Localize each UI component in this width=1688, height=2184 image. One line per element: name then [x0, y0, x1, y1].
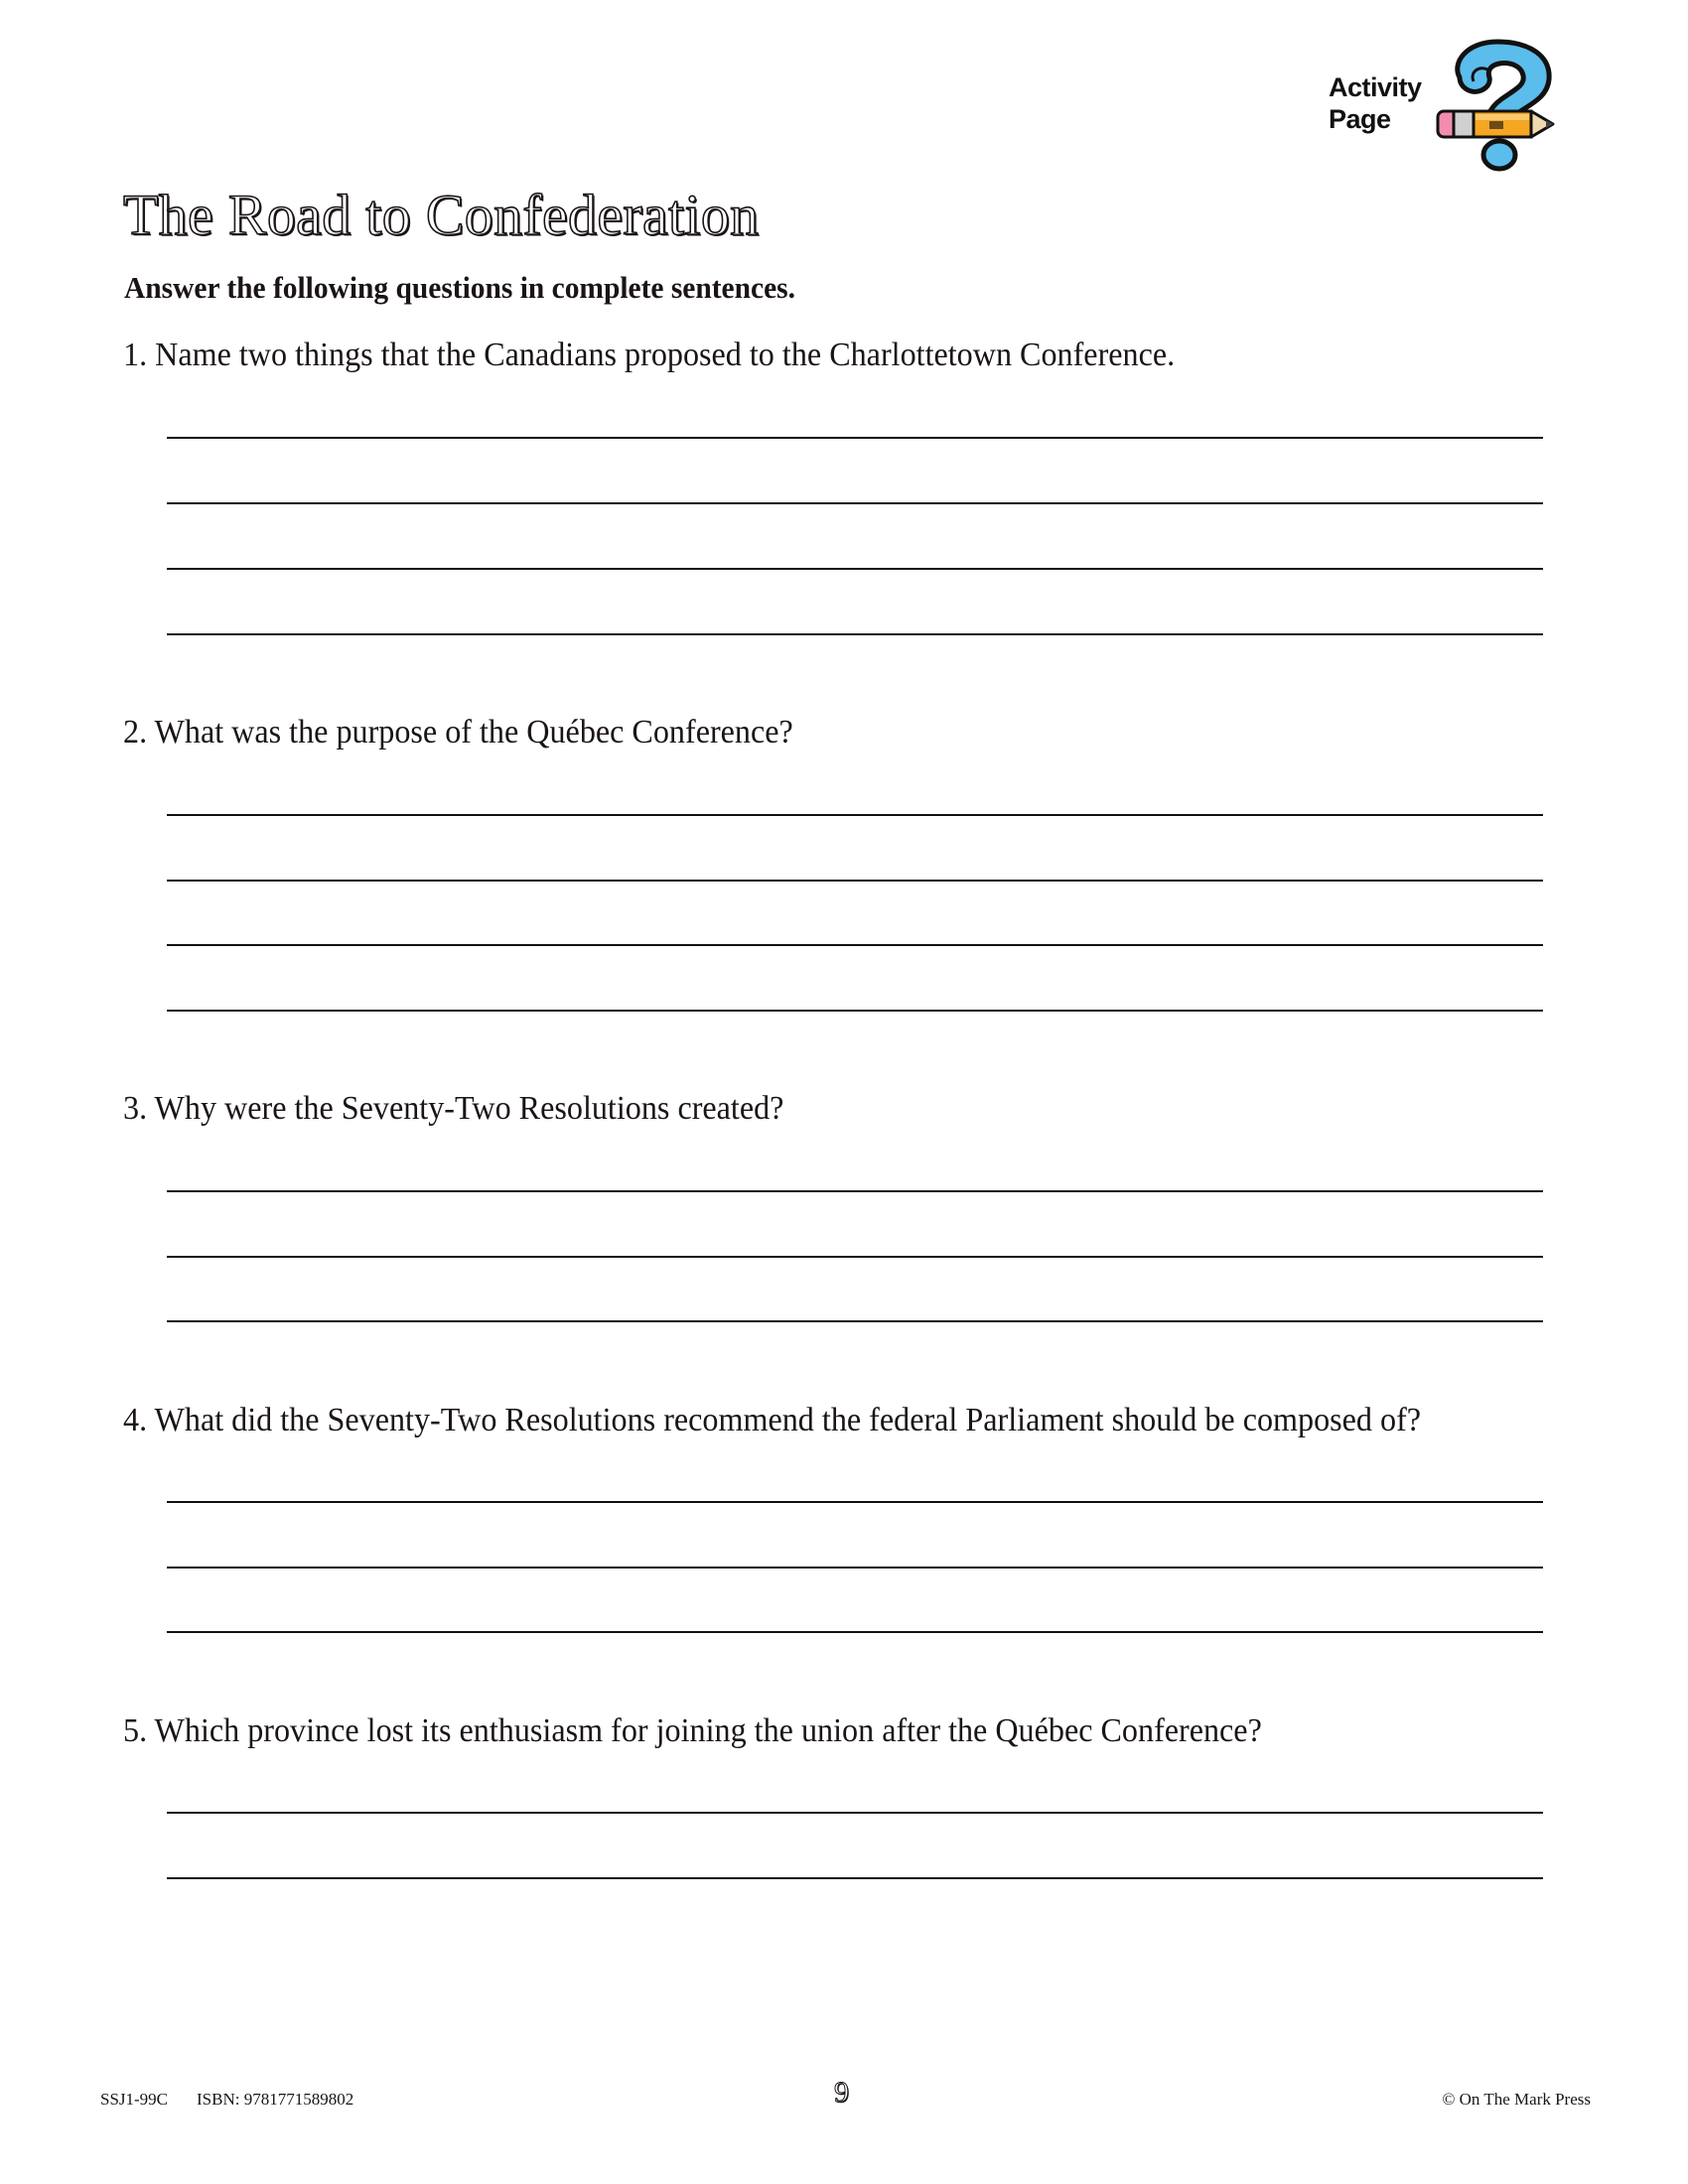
question-text: What did the Seventy-Two Resolutions recommend the federal Parliament should be composed of?	[154, 1402, 1422, 1438]
answer-line-q2-1[interactable]	[167, 814, 1543, 816]
question-3	[123, 1089, 783, 1129]
question-text: What was the purpose of the Québec Conference?	[154, 714, 793, 751]
question-text: Why were the Seventy-Two Resolutions created?	[154, 1090, 784, 1127]
question-2	[123, 713, 793, 752]
question-number: 2.	[123, 714, 148, 751]
answer-line-q4-2[interactable]	[167, 1567, 1543, 1569]
question-number: 3.	[123, 1090, 148, 1127]
activity-label-line2: Page	[1329, 104, 1391, 134]
answer-line-q3-3[interactable]	[167, 1320, 1543, 1322]
answer-line-q1-4[interactable]	[167, 633, 1543, 635]
activity-page-label	[1329, 71, 1422, 135]
answer-line-q5-1[interactable]	[167, 1812, 1543, 1814]
page-title: The Road to Confederation	[123, 183, 760, 247]
product-code: SSJ1-99C	[100, 2090, 169, 2109]
answer-line-q2-2[interactable]	[167, 880, 1543, 882]
isbn: ISBN: 9781771589802	[197, 2090, 354, 2109]
question-mark-pencil-icon	[1430, 36, 1559, 175]
answer-line-q1-2[interactable]	[167, 502, 1543, 504]
instructions: Answer the following questions in complete sentences.	[124, 270, 795, 305]
answer-line-q3-1[interactable]	[167, 1190, 1543, 1192]
question-number: 1.	[123, 337, 148, 373]
question-5	[123, 1711, 1262, 1751]
question-text: Which province lost its enthusiasm for joining the union after the Québec Conference?	[154, 1712, 1262, 1749]
answer-line-q1-3[interactable]	[167, 568, 1543, 570]
question-number: 5.	[123, 1712, 148, 1749]
question-text: Name two things that the Canadians proposed to the Charlottetown Conference.	[155, 337, 1176, 373]
answer-line-q2-3[interactable]	[167, 944, 1543, 946]
copyright: © On The Mark Press	[1442, 2090, 1591, 2109]
page-number: 9	[834, 2076, 849, 2109]
question-number: 4.	[123, 1402, 148, 1438]
answer-line-q4-3[interactable]	[167, 1631, 1543, 1633]
answer-line-q5-2[interactable]	[167, 1877, 1543, 1879]
answer-line-q3-2[interactable]	[167, 1256, 1543, 1258]
answer-line-q4-1[interactable]	[167, 1501, 1543, 1503]
question-4	[123, 1401, 1421, 1440]
answer-line-q2-4[interactable]	[167, 1010, 1543, 1012]
activity-label-line1: Activity	[1329, 72, 1422, 102]
answer-line-q1-1[interactable]	[167, 437, 1543, 439]
question-1	[123, 336, 1175, 375]
